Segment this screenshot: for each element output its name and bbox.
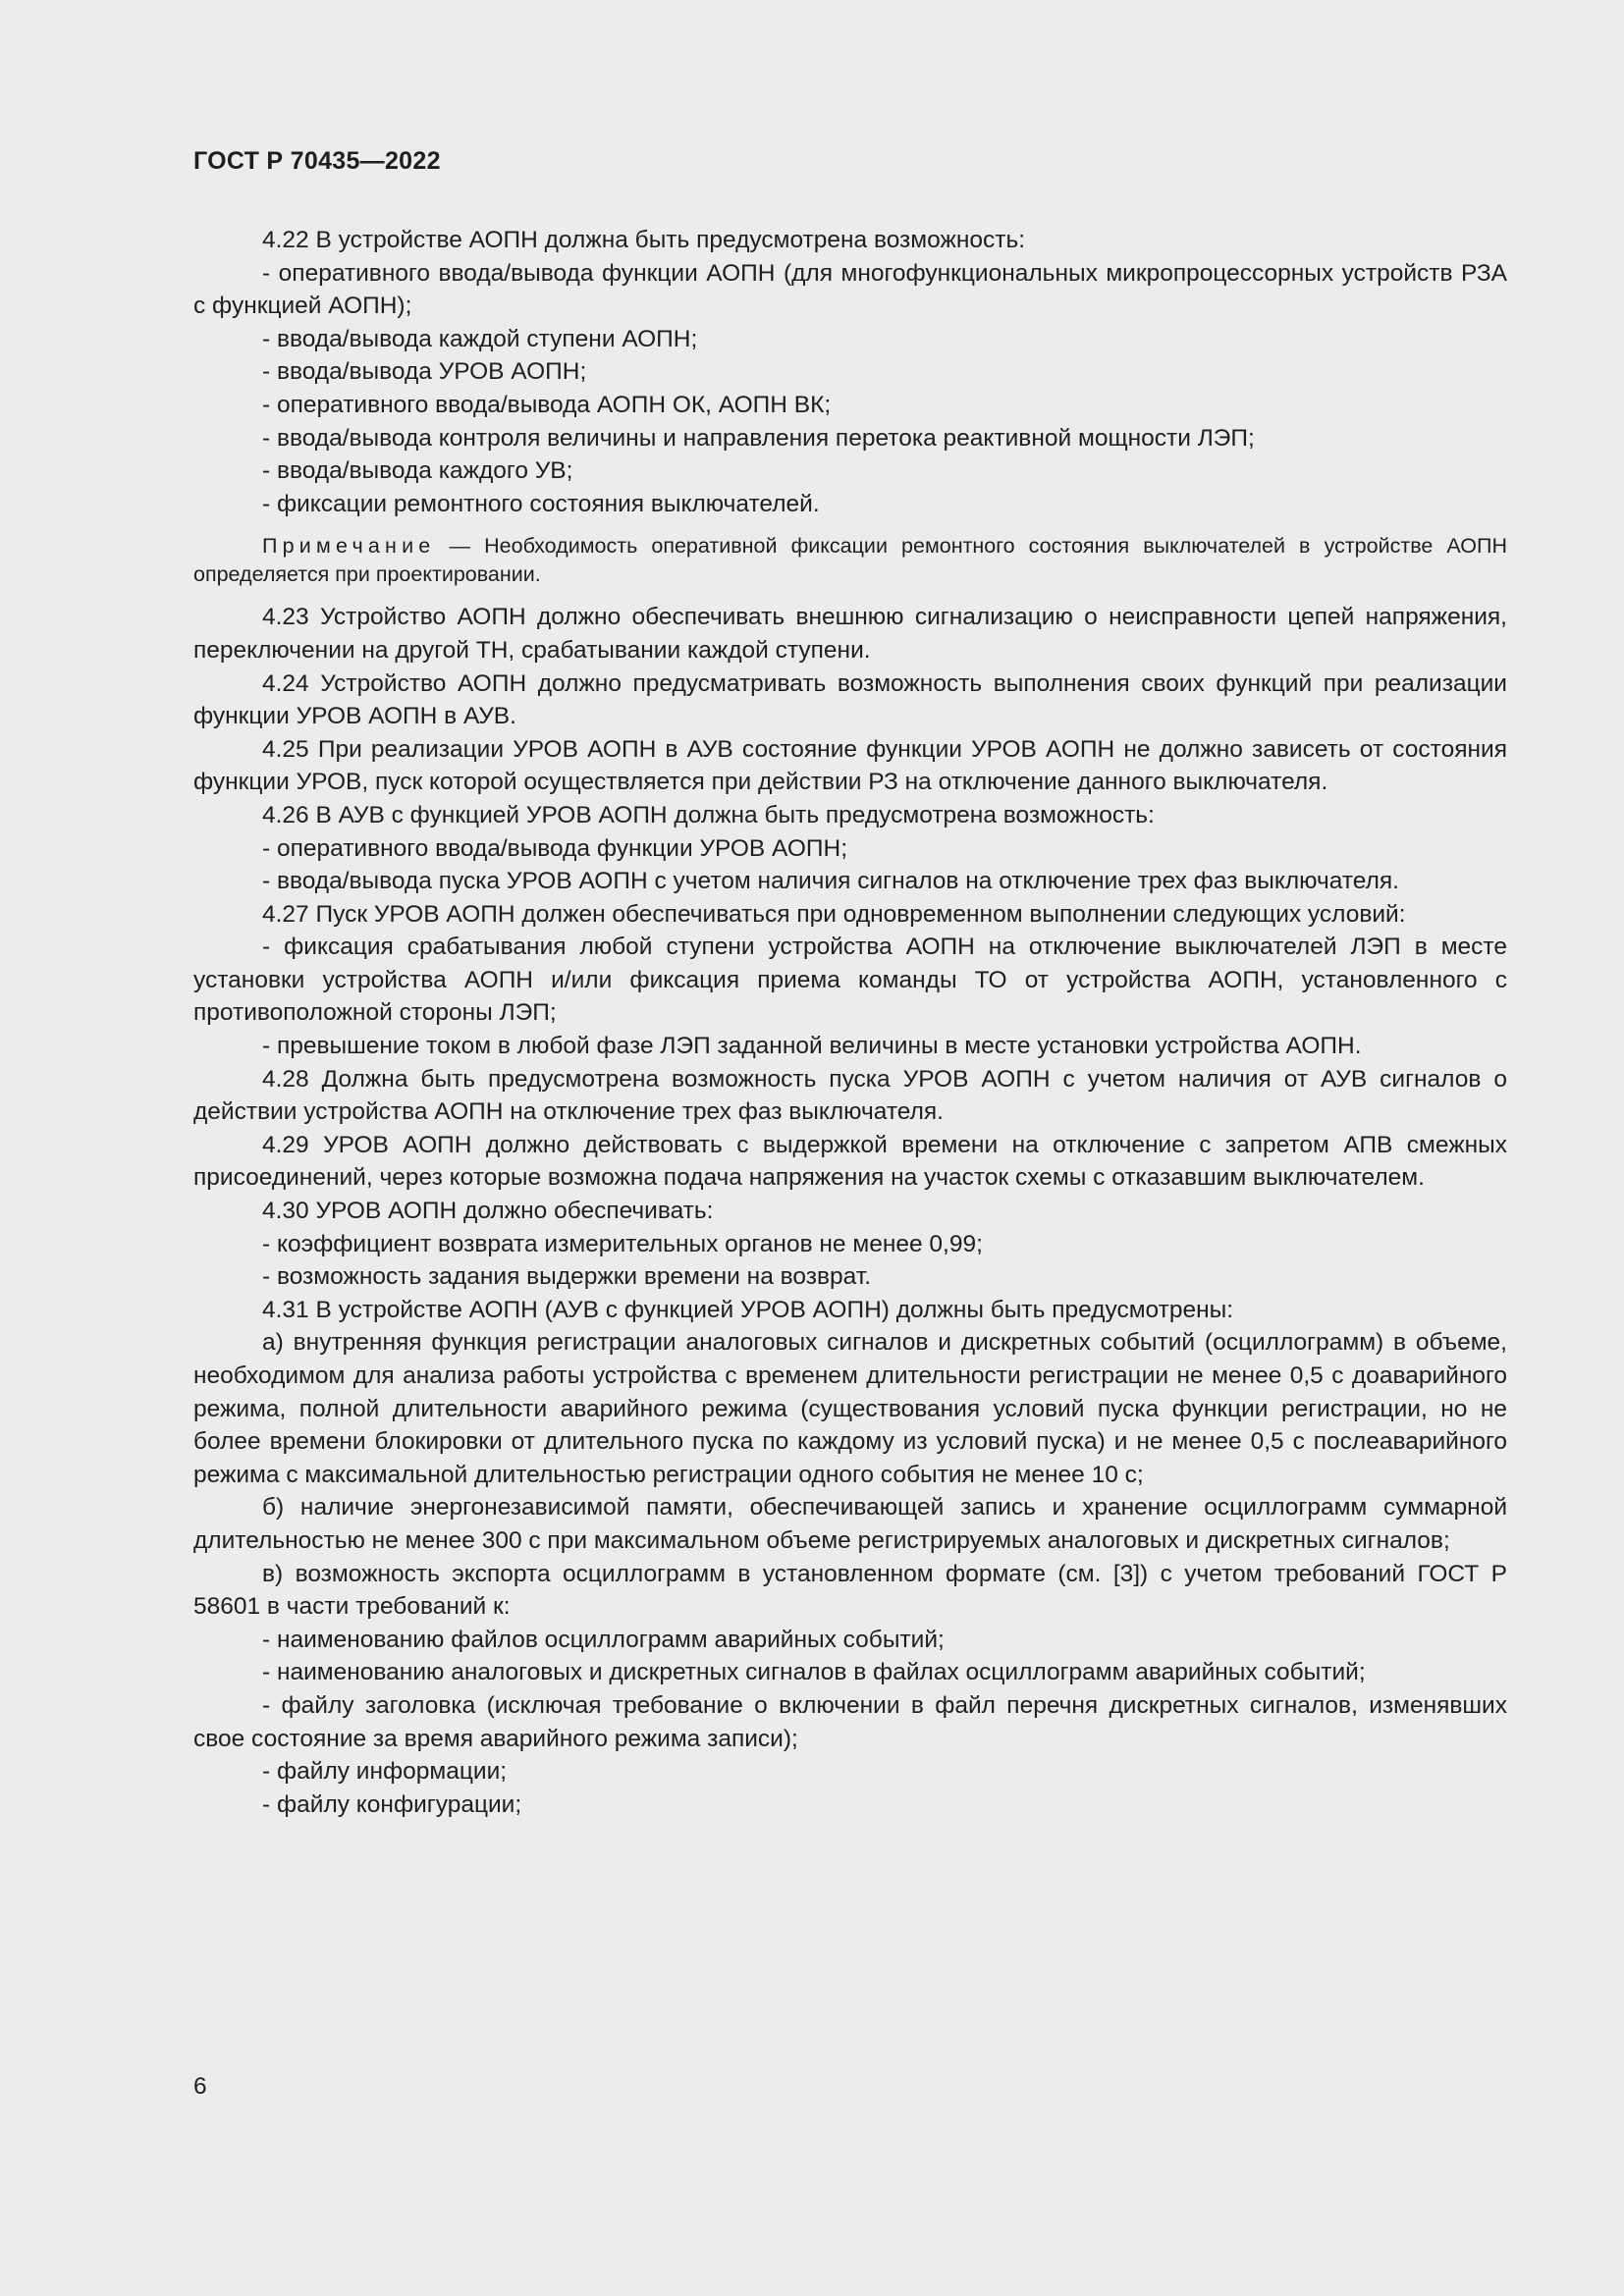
list-item: - ввода/вывода УРОВ АОПН; xyxy=(193,355,1507,389)
list-item: - фиксации ремонтного состояния выключателей. xyxy=(193,488,1507,521)
paragraph: в) возможность экспорта осциллограмм в установленном формате (см. [3]) с учетом требований ГОСТ Р 58601 в части требований к: xyxy=(193,1560,1507,1621)
list-item: - оперативного ввода/вывода функции УРОВ АОПН; xyxy=(193,832,1507,866)
paragraph: 4.23 Устройство АОПН должно обеспечивать внешнюю сигнализацию о неисправности цепей напряжения, переключении на другой ТН, срабатывании каждой ступени. xyxy=(193,604,1507,664)
list-item: - ввода/вывода контроля величины и направления перетока реактивной мощности ЛЭП; xyxy=(193,422,1507,455)
list-item: - оперативного ввода/вывода АОПН ОК, АОПН ВК; xyxy=(193,389,1507,422)
paragraph: 4.22 В устройстве АОПН должна быть предусмотрена возможность: xyxy=(262,227,1026,253)
paragraph: 4.31 В устройстве АОПН (АУВ с функцией УРОВ АОПН) должны быть предусмотрены: xyxy=(262,1296,1234,1323)
document-body xyxy=(193,224,1507,1821)
list-item: - наименованию аналоговых и дискретных сигналов в файлах осциллограмм аварийных событий; xyxy=(193,1656,1507,1689)
note-text: — Необходимость оперативной фиксации ремонтного состояния выключателей в устройстве АОПН определяется при проектировании. xyxy=(193,534,1507,587)
paragraph: 4.26 В АУВ с функцией УРОВ АОПН должна быть предусмотрена возможность: xyxy=(262,801,1155,828)
list-item: - коэффициент возврата измерительных органов не менее 0,99; xyxy=(193,1228,1507,1261)
list-item: - ввода/вывода пуска УРОВ АОПН с учетом наличия сигналов на отключение трех фаз выключателя. xyxy=(193,865,1507,898)
paragraph: 4.25 При реализации УРОВ АОПН в АУВ состояние функции УРОВ АОПН не должно зависеть от состояния функции УРОВ, пуск которой осуществляется при действии РЗ на отключение данного выключателя. xyxy=(193,735,1507,796)
paragraph: 4.24 Устройство АОПН должно предусматривать возможность выполнения своих функций при реализации функции УРОВ АОПН в АУВ. xyxy=(193,669,1507,730)
list-item: - возможность задания выдержки времени на возврат. xyxy=(193,1260,1507,1294)
list-item: - файлу заголовка (исключая требование о включении в файл перечня дискретных сигналов, изменявших свое состояние за время аварийного режима записи); xyxy=(193,1689,1507,1755)
paragraph: 4.30 УРОВ АОПН должно обеспечивать: xyxy=(262,1198,714,1225)
note-label: Примечание xyxy=(262,534,436,559)
paragraph: 4.27 Пуск УРОВ АОПН должен обеспечиваться при одновременном выполнении следующих условий: xyxy=(262,900,1406,928)
list-item: - файлу конфигурации; xyxy=(193,1789,1507,1822)
paragraph: 4.28 Должна быть предусмотрена возможность пуска УРОВ АОПН с учетом наличия от АУВ сигналов о действии устройства АОПН на отключение трех фаз выключателя. xyxy=(193,1065,1507,1126)
list-item: - превышение током в любой фазе ЛЭП заданной величины в месте установки устройства АОПН. xyxy=(193,1030,1507,1063)
paragraph: 4.29 УРОВ АОПН должно действовать с выдержкой времени на отключение с запретом АПВ смежных присоединений, через которые возможна подача напряжения на участок схемы с отказавшим выключателем. xyxy=(193,1131,1507,1192)
list-item: - файлу информации; xyxy=(193,1755,1507,1789)
paragraph: а) внутренняя функция регистрации аналоговых сигналов и дискретных событий (осциллограмм) в объеме, необходимом для анализа работы устройства с временем длительности регистрации не менее 0,5 с доаварийного режима, полной длительности аварийного режима (существования условий пуска функции регистрации, но не более времени блокировки от длительного пуска по каждому из условий пуска) и не менее 0,5 с послеаварийного режима с максимальной длительностью регистрации одного события не менее 10 с; xyxy=(193,1329,1507,1488)
page-number: 6 xyxy=(193,2073,207,2100)
list-item: - наименованию файлов осциллограмм аварийных событий; xyxy=(193,1624,1507,1657)
list-item: - ввода/вывода каждого УВ; xyxy=(193,454,1507,488)
list-item: - оперативного ввода/вывода функции АОПН (для многофункциональных микропроцессорных устройств РЗА с функцией АОПН); xyxy=(193,257,1507,323)
document-header: ГОСТ Р 70435—2022 xyxy=(193,147,441,175)
note-paragraph xyxy=(193,532,1507,589)
list-item: - ввода/вывода каждой ступени АОПН; xyxy=(193,323,1507,356)
list-item: - фиксация срабатывания любой ступени устройства АОПН на отключение выключателей ЛЭП в месте установки устройства АОПН и/или фиксация приема команды ТО от устройства АОПН, установленного с противоположной стороны ЛЭП; xyxy=(193,931,1507,1030)
paragraph: б) наличие энергонезависимой памяти, обеспечивающей запись и хранение осциллограмм суммарной длительностью не менее 300 с при максимальном объеме регистрируемых аналоговых и дискретных сигналов; xyxy=(193,1494,1507,1554)
